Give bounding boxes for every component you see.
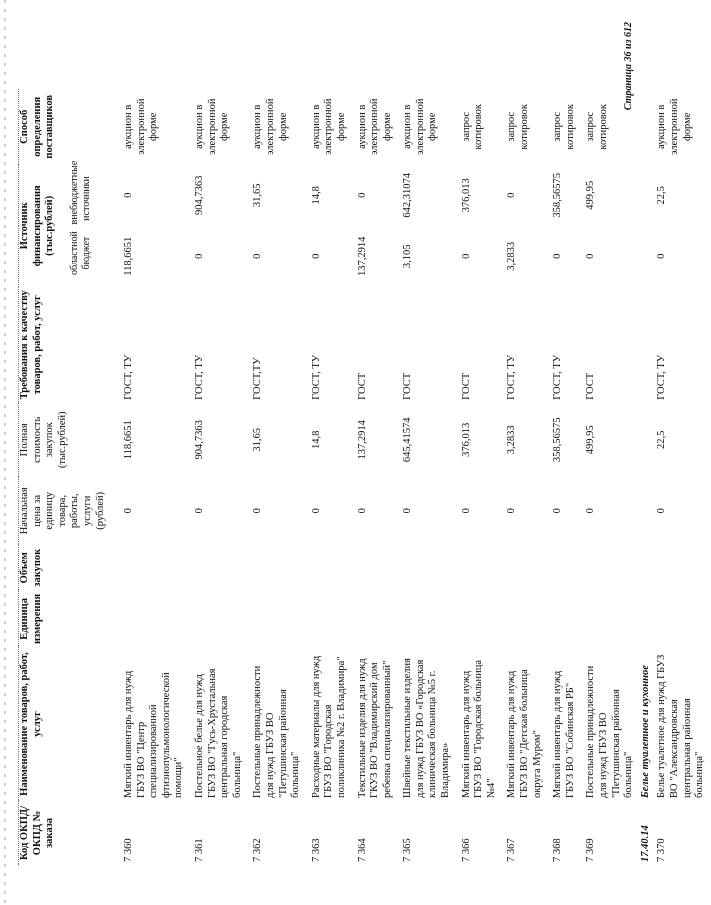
row-price: 0 <box>356 508 368 514</box>
group-name: Белье туалетное и кухонное <box>639 665 651 798</box>
row-method: аукцион в электронной форме <box>193 98 231 156</box>
row-volume <box>248 545 306 591</box>
row-name: Швейные текстильные изделия для нужд ГБУЗ ВО «Городская клиническая больница №5 г. Владимира» <box>402 658 452 798</box>
row-extra: 0 <box>506 192 518 198</box>
row-name: Текстильные изделия для нужд ГКУЗ ВО "Владимирский дом ребенка специализированный" <box>356 658 393 798</box>
row-req: ГОСТ, ТУ <box>123 354 134 400</box>
row-cost: 358,56575 <box>552 417 564 463</box>
table-row <box>457 89 503 865</box>
row-regional: 0 <box>310 253 322 259</box>
row-regional: 3,2833 <box>506 241 518 271</box>
table-row <box>353 89 399 865</box>
row-extra: 0 <box>356 192 368 198</box>
row-method: аукцион в электронной форме <box>252 98 289 156</box>
row-method: аукцион в электронной форме <box>123 98 160 156</box>
row-code: 7 369 <box>585 838 597 862</box>
row-price: 0 <box>506 508 518 514</box>
row-volume <box>398 545 456 591</box>
row-cost: 3,2833 <box>506 425 518 455</box>
row-method: запрос котировок <box>552 103 576 150</box>
row-price: 0 <box>402 508 414 514</box>
row-regional: 0 <box>460 253 472 259</box>
row-price: 0 <box>252 508 264 514</box>
row-req: ГОСТ, ТУ <box>310 354 322 400</box>
table-row <box>248 89 306 865</box>
row-method: запрос котировок <box>506 103 531 150</box>
row-req: ГОСТ <box>460 372 472 400</box>
row-name: Расходные материалы для нужд ГБУЗ ВО "Городская поликлиника №2 г. Владимира" <box>310 655 347 798</box>
row-cost: 118,6651 <box>123 420 134 460</box>
row-req: ГОСТ, ТУ <box>552 354 564 400</box>
row-name: Постельные принадлежности для нужд ГБУЗ ВО "Петушинская районная больница" <box>585 665 635 798</box>
table-row <box>502 89 548 865</box>
row-extra: 904,7363 <box>193 175 205 215</box>
row-unit <box>502 591 548 647</box>
row-cost: 22,5 <box>656 430 668 449</box>
row-regional: 0 <box>585 253 597 259</box>
row-regional: 0 <box>193 253 205 259</box>
row-regional: 3,105 <box>402 244 414 269</box>
table-row <box>119 89 190 865</box>
header-unit-price: Начальная цена за единицу товара, работы, услуги (рублей) <box>19 477 120 545</box>
row-req: ГОСТ <box>356 372 368 400</box>
row-extra: 358,56575 <box>552 172 564 218</box>
row-method: запрос котировок <box>585 103 609 150</box>
group-code: 17.40.14 <box>639 825 651 862</box>
row-cost: 499,95 <box>585 425 597 455</box>
row-code: 7 370 <box>656 838 668 862</box>
row-volume <box>581 545 639 591</box>
row-volume <box>457 545 503 591</box>
row-req: ГОСТ <box>402 372 414 400</box>
row-method: аукцион в электронной форме <box>656 98 693 156</box>
row-price: 0 <box>656 508 668 514</box>
table-row <box>581 89 639 865</box>
row-unit <box>248 591 306 647</box>
row-cost: 645,41574 <box>402 417 414 463</box>
group-row <box>640 89 653 865</box>
row-code: 7 368 <box>552 838 564 862</box>
row-unit <box>457 591 503 647</box>
row-cost: 376,013 <box>460 422 472 457</box>
row-code: 7 362 <box>252 838 264 862</box>
row-regional: 137,2914 <box>356 236 368 276</box>
row-volume <box>119 545 190 591</box>
header-total-cost: Полная стоимость закупок (тыс.рублей) <box>19 403 120 477</box>
row-name: Мягкий инвентарь для нужд ГБУЗ ВО "Центр специализированной фтизиопульмонологической помощи" <box>123 670 185 798</box>
row-req: ГОСТ, ТУ <box>506 354 518 400</box>
row-regional: 118,6651 <box>123 236 134 276</box>
row-volume <box>307 545 353 591</box>
row-extra: 0 <box>123 192 134 198</box>
row-extra: 31,65 <box>252 183 264 208</box>
header-method: Способ определения поставщиков <box>19 89 120 165</box>
row-price: 0 <box>585 508 597 514</box>
row-unit <box>581 591 639 647</box>
row-extra: 376,013 <box>460 178 472 213</box>
row-req: ГОСТ, ТУ <box>193 354 205 400</box>
row-cost: 31,65 <box>252 427 264 452</box>
row-regional: 0 <box>552 253 564 259</box>
row-volume <box>190 545 248 591</box>
row-req: ГОСТ <box>585 372 597 400</box>
row-unit <box>398 591 456 647</box>
header-volume: Объем закупок <box>19 545 120 591</box>
row-extra: 14,8 <box>310 186 322 205</box>
row-name: Мягкий инвентарь для нужд ГБУЗ ВО "Собинская РБ" <box>552 670 576 798</box>
table-row <box>398 89 456 865</box>
header-unit: Единица измерения <box>19 591 120 647</box>
procurement-table <box>18 89 711 865</box>
row-req: ГОСТ, ТУ <box>656 354 668 400</box>
row-price: 0 <box>193 508 205 514</box>
row-volume <box>652 545 710 591</box>
row-price: 0 <box>460 508 472 514</box>
row-volume <box>502 545 548 591</box>
row-extra: 499,95 <box>585 180 597 210</box>
row-volume <box>548 545 581 591</box>
row-method: аукцион в электронной форме <box>356 98 393 156</box>
row-unit <box>548 591 581 647</box>
row-cost: 14,8 <box>310 430 322 449</box>
row-name: Постельные принадлежности для нужд ГБУЗ ВО "Петушинская районная больница" <box>252 665 302 798</box>
row-regional: 0 <box>252 253 264 259</box>
header-name: Наименование товаров, работ, услуг <box>19 647 120 801</box>
row-code: 7 366 <box>460 838 472 862</box>
row-code: 7 360 <box>123 838 134 862</box>
row-name: Мягкий инвентарь для нужд ГБУЗ ВО "Городская больница №4" <box>460 659 497 798</box>
row-code: 7 367 <box>506 838 518 862</box>
row-cost: 904,7363 <box>193 420 205 460</box>
row-name: Белье туалетное для нужд ГБУЗ ВО "Александровская центральная районная больница" <box>656 654 706 798</box>
row-volume <box>353 545 399 591</box>
header-row <box>19 89 120 865</box>
header-requirements: Требования к качеству товаров, работ, услуг <box>19 287 120 403</box>
header-financing-regional: областной бюджет <box>69 231 93 275</box>
row-method: запрос котировок <box>460 103 485 150</box>
row-name: Постельное белье для нужд ГБУЗ ВО "Гусь-Хрустальная центральная городская больница" <box>193 668 243 798</box>
row-unit <box>307 591 353 647</box>
row-unit <box>353 591 399 647</box>
page-number: Страница 36 из 612 <box>623 22 634 111</box>
row-code: 7 364 <box>356 838 368 862</box>
row-unit <box>190 591 248 647</box>
row-price: 0 <box>310 508 322 514</box>
header-financing-extra: внебюджетные источники <box>69 160 93 225</box>
row-cost: 137,2914 <box>356 420 368 460</box>
row-extra: 22,5 <box>656 186 668 205</box>
table-row <box>652 89 710 865</box>
row-extra: 642,31074 <box>402 172 414 218</box>
table-row <box>190 89 248 865</box>
row-req: ГОСТ,ТУ <box>252 357 264 400</box>
row-unit <box>652 591 710 647</box>
row-code: 7 363 <box>310 838 322 862</box>
row-regional: 0 <box>656 253 668 259</box>
row-code: 7 361 <box>193 838 205 862</box>
row-name: Мягкий инвентарь для нужд ГБУЗ ВО "Детская больница округа Муром" <box>506 669 543 798</box>
header-code: Код ОКПД/ ОКПД № заказа <box>19 801 120 865</box>
row-method: аукцион в электронной форме <box>310 98 347 156</box>
table-row <box>307 89 353 865</box>
row-price: 0 <box>552 508 564 514</box>
table-row <box>548 89 581 865</box>
table-body <box>119 89 711 865</box>
row-code: 7 365 <box>402 838 414 862</box>
row-price: 0 <box>123 508 134 514</box>
header-financing: Источник финансирования (тыс.рублей) областной бюджет внебюджетные источники <box>19 165 120 287</box>
row-method: аукцион в электронной форме <box>402 98 439 156</box>
row-unit <box>119 591 190 647</box>
